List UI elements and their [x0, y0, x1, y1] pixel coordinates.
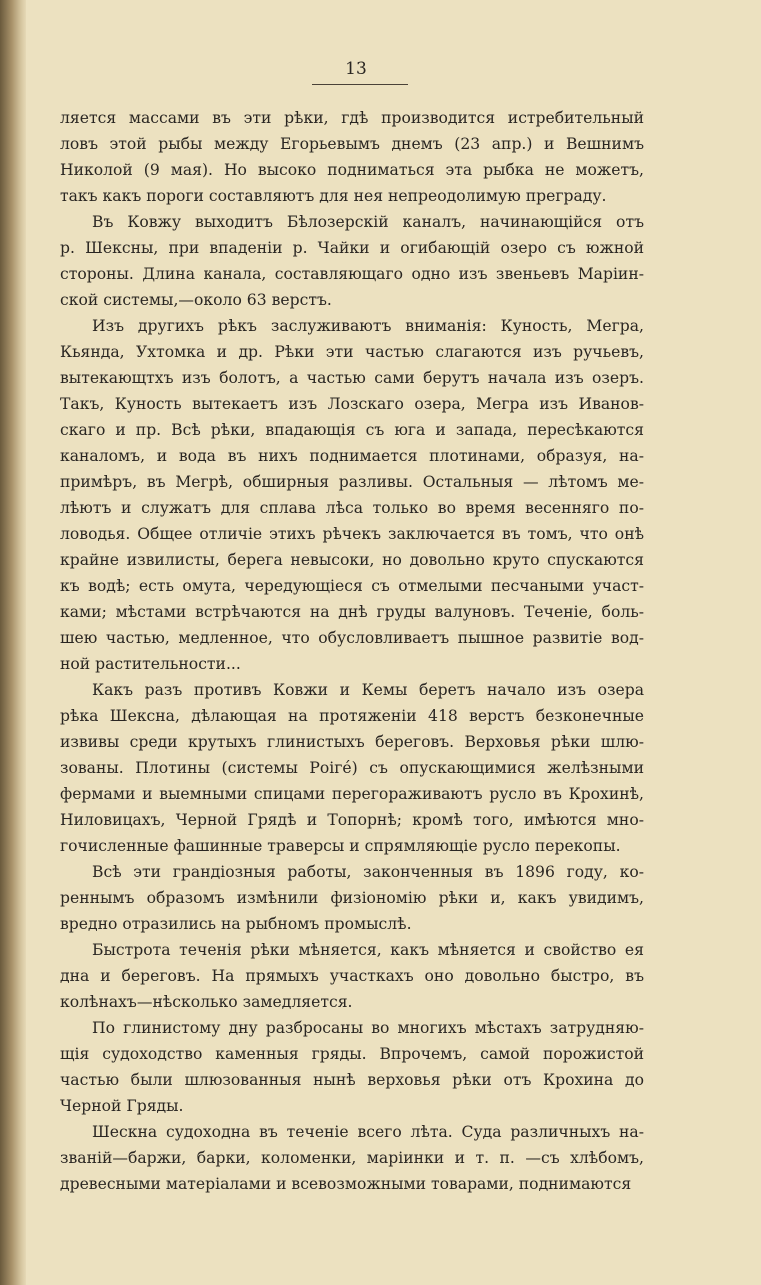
text-line: колѣнахъ—нѣсколько замедляется.: [60, 993, 353, 1011]
text-line: реннымъ образомъ измѣнили физіономію рѣки и, какъ увидимъ,: [60, 889, 644, 907]
text-line: ляется массами въ эти рѣки, гдѣ производится истребительный: [60, 109, 644, 127]
text-line: крайне извилисты, берега невысоки, но довольно круто спускаются: [60, 551, 644, 569]
text-line: Кьянда, Ухтомка и др. Рѣки эти частью слагаются изъ ручьевъ,: [60, 343, 644, 361]
text-line: званій—баржи, барки, коломенки, маріинки и т. п. —съ хлѣбомъ,: [60, 1149, 644, 1167]
text-line: Изъ другихъ рѣкъ заслуживаютъ вниманія: Куность, Мегра,: [92, 317, 644, 335]
text-line: рѣка Шексна, дѣлающая на протяженіи 418 верстъ безконечные: [60, 707, 644, 725]
text-line: лѣютъ и служатъ для сплава лѣса только во время весенняго по-: [60, 499, 644, 517]
text-line: щія судоходство каменныя гряды. Впрочемъ, самой порожистой: [60, 1045, 644, 1063]
paragraph: [60, 1119, 644, 1197]
text-line: Какъ разъ противъ Ковжи и Кемы беретъ начало изъ озера: [92, 681, 644, 699]
text-line: дна и береговъ. На прямыхъ участкахъ оно довольно быстро, въ: [60, 967, 644, 985]
header-rule: [312, 84, 408, 85]
text-line: Ниловицахъ, Черной Грядѣ и Топорнѣ; кромѣ того, имѣются мно-: [60, 811, 644, 829]
text-line: древесными матеріалами и всевозможными товарами, поднимаются: [60, 1175, 632, 1193]
paragraph: [60, 937, 644, 1015]
paragraph: [60, 677, 644, 859]
text-line: гочисленные фашинные траверсы и спрямляющіе русло перекопы.: [60, 837, 621, 855]
text-line: Николой (9 мая). Но высоко подниматься эта рыбка не можетъ,: [60, 161, 644, 179]
paragraph: [60, 1015, 644, 1119]
text-line: ной растительности...: [60, 655, 241, 673]
text-line: каналомъ, и вода въ нихъ поднимается плотинами, образуя, на-: [60, 447, 644, 465]
text-line: Быстрота теченія рѣки мѣняется, какъ мѣняется и свойство ея: [92, 941, 644, 959]
text-line: Въ Ковжу выходитъ Бѣлозерскій каналъ, начинающійся отъ: [92, 213, 644, 231]
text-line: такъ какъ пороги составляютъ для нея непреодолимую преграду.: [60, 187, 607, 205]
text-line: шею частью, медленное, что обусловливаетъ пышное развитіе вод-: [60, 629, 644, 647]
text-line: Всѣ эти грандіозныя работы, законченныя въ 1896 году, ко-: [92, 863, 644, 881]
book-page: [60, 58, 644, 1197]
text-line: Черной Гряды.: [60, 1097, 184, 1115]
text-line: скаго и пр. Всѣ рѣки, впадающія съ юга и запада, пересѣкаются: [60, 421, 644, 439]
text-line: ками; мѣстами встрѣчаются на днѣ груды валуновъ. Теченіе, боль-: [60, 603, 644, 621]
text-line: стороны. Длина канала, составляющаго одно изъ звеньевъ Маріин-: [60, 265, 644, 283]
paragraph: [60, 105, 644, 209]
text-line: зованы. Плотины (системы Роігé) съ опускающимися желѣзными: [60, 759, 644, 777]
text-line: ловодья. Общее отличіе этихъ рѣчекъ заключается въ томъ, что онѣ: [60, 525, 644, 543]
paragraph: [60, 209, 644, 313]
text-line: По глинистому дну разбросаны во многихъ мѣстахъ затрудняю-: [92, 1019, 644, 1037]
text-line: Такъ, Куность вытекаетъ изъ Лозскаго озера, Мегра изъ Иванов-: [60, 395, 644, 413]
book-spine-shadow: [0, 0, 26, 1285]
text-line: извивы среди крутыхъ глинистыхъ береговъ. Верховья рѣки шлю-: [60, 733, 644, 751]
page-number: 13: [345, 59, 367, 79]
text-line: вредно отразились на рыбномъ промыслѣ.: [60, 915, 412, 933]
text-line: Шескна судоходна въ теченіе всего лѣта. Суда различныхъ на-: [92, 1123, 644, 1141]
text-line: ловъ этой рыбы между Егорьевымъ днемъ (23 апр.) и Вешнимъ: [60, 135, 644, 153]
text-line: ской системы,—около 63 верстъ.: [60, 291, 332, 309]
text-line: частью были шлюзованныя нынѣ верховья рѣки отъ Крохина до: [60, 1071, 644, 1089]
text-line: примѣръ, въ Мегрѣ, обширныя разливы. Остальныя — лѣтомъ ме-: [60, 473, 644, 491]
text-line: р. Шексны, при впаденіи р. Чайки и огибающій озеро съ южной: [60, 239, 644, 257]
text-line: вытекающтхъ изъ болотъ, а частью сами берутъ начала изъ озеръ.: [60, 369, 644, 387]
paragraph: [60, 313, 644, 677]
paragraph: [60, 859, 644, 937]
text-line: къ водѣ; есть омута, чередующіеся съ отмелыми песчаными участ-: [60, 577, 644, 595]
text-line: фермами и выемными спицами перегораживаютъ русло въ Крохинѣ,: [60, 785, 644, 803]
body-text: [60, 105, 644, 1197]
